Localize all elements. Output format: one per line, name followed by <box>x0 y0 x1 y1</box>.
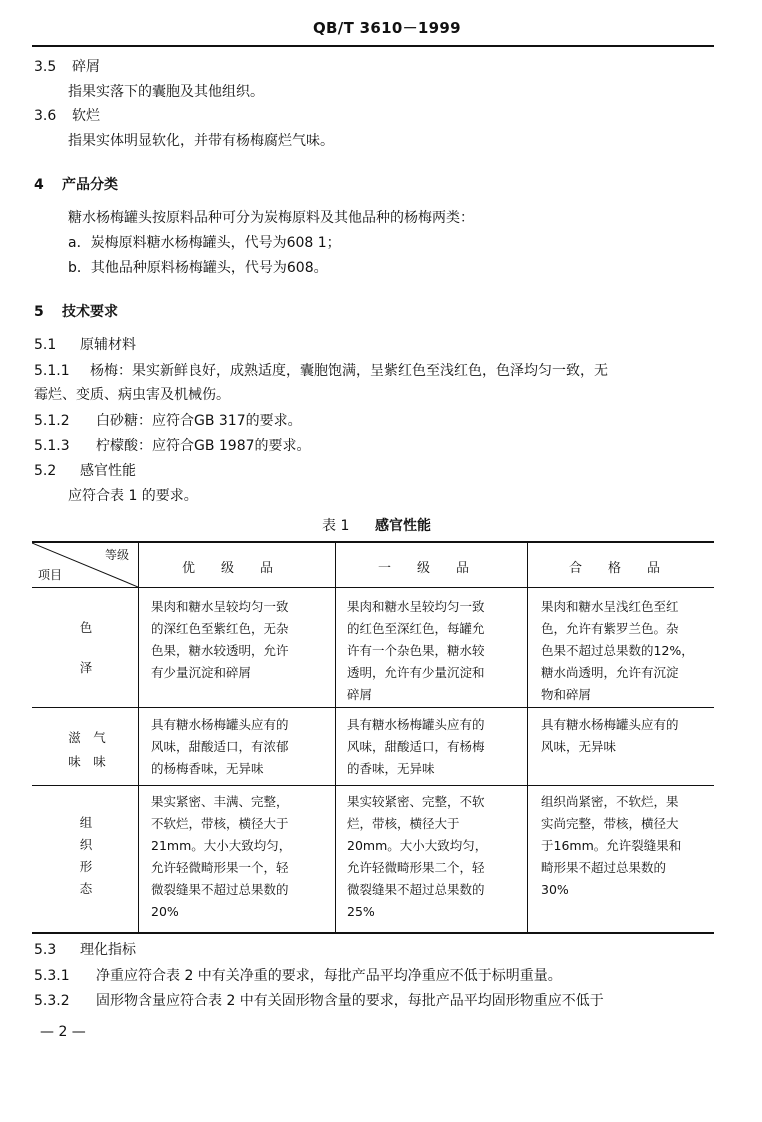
section-4-item-b: b．其他品种原料杨梅罐头，代号为608。 <box>68 260 328 276</box>
table-row-2-excellent: 具有糖水杨梅罐头应有的 风味，甜酸适口，有浓郁 的杨梅香味，无异味 <box>151 717 289 776</box>
table-row-1-first: 果肉和糖水呈较均匀一致 的红色至深红色，每罐允 许有一个杂色果，糖水较 透明，允许有少量沉淀和 碎屑 <box>347 599 485 702</box>
section-5-3-title: 理化指标 <box>80 942 136 958</box>
header-rule <box>32 45 714 47</box>
table-col-divider-1 <box>138 541 139 933</box>
section-5-1-3-number: 5.1.3 <box>34 438 70 454</box>
table-row-3-item: 组 织 形 态 <box>79 815 93 896</box>
table-row-rule-2 <box>32 785 714 786</box>
section-5-3-1-text: 净重应符合表 2 中有关净重的要求，每批产品平均净重应不低于标明重量。 <box>96 968 562 984</box>
section-5-2-number: 5.2 <box>34 463 57 479</box>
section-5-3-2-text: 固形物含量应符合表 2 中有关固形物含量的要求，每批产品平均固形物重应不低于 <box>96 993 604 1009</box>
table-header-first: 一 级 品 <box>378 561 470 576</box>
table-row-3-qualified: 组织尚紧密，不软烂，果 实尚完整，带核，横径大 于16mm。允许裂缝果和 畸形果不超过总果数的 30% <box>541 794 682 897</box>
section-3-6-text: 指果实体明显软化，并带有杨梅腐烂气味。 <box>68 133 334 149</box>
section-4-item-a: a．炭梅原料糖水杨梅罐头，代号为608 1； <box>68 235 341 251</box>
section-5-3-1-number: 5.3.1 <box>34 968 70 984</box>
section-5-1-1-number: 5.1.1 <box>34 363 70 379</box>
section-4-number: 4 <box>34 177 44 193</box>
section-5-1-3-text: 柠檬酸：应符合GB 1987的要求。 <box>96 438 311 454</box>
page-number: — 2 — <box>40 1024 86 1040</box>
section-5-2-title: 感官性能 <box>80 463 136 479</box>
section-3-6-title: 软烂 <box>72 108 100 124</box>
table-corner-grade: 等级 <box>105 548 130 562</box>
section-5-1-number: 5.1 <box>34 337 57 353</box>
table-row-1-excellent: 果肉和糖水呈较均匀一致 的深红色至紫红色，无杂 色果，糖水较透明，允许 有少量沉淀和碎屑 <box>151 599 289 680</box>
section-5-1-2-number: 5.1.2 <box>34 413 70 429</box>
table-header-rule <box>32 587 714 588</box>
table-row-rule-1 <box>32 707 714 708</box>
section-5-number: 5 <box>34 304 44 320</box>
section-5-2-text: 应符合表 1 的要求。 <box>68 488 198 504</box>
section-5-1-1-line2: 霉烂、变质、病虫害及机械伤。 <box>34 387 230 403</box>
table-row-3-excellent: 果实紧密、丰满、完整， 不软烂，带核，横径大于 21mm。大小大致均匀， 允许轻微畸形果一个，轻 微裂缝果不超过总果数的 20% <box>151 794 292 919</box>
table-row-1-item: 色 泽 <box>79 620 93 675</box>
table-caption-number: 表 1 <box>322 518 350 534</box>
section-3-5-text: 指果实落下的囊胞及其他组织。 <box>68 84 264 100</box>
section-3-6-number: 3.6 <box>34 108 57 124</box>
section-5-3-2-number: 5.3.2 <box>34 993 70 1009</box>
table-row-1-qualified: 果肉和糖水呈浅红色至红 色，允许有紫罗兰色。杂 色果不超过总果数的12%， 糖水尚透明，允许有沉淀 物和碎屑 <box>541 599 694 702</box>
table-row-2-qualified: 具有糖水杨梅罐头应有的 风味，无异味 <box>541 717 679 754</box>
section-5-1-1-line1: 杨梅：果实新鲜良好，成熟适度，囊胞饱满，呈紫红色至浅红色，色泽均匀一致，无 <box>90 363 608 379</box>
table-col-divider-3 <box>527 541 528 933</box>
table-row-3-first: 果实较紧密、完整，不软 烂，带核，横径大于 20mm。大小大致均匀， 允许轻微畸形果二个，轻 微裂缝果不超过总果数的 25% <box>347 794 488 919</box>
section-3-5-number: 3.5 <box>34 59 57 75</box>
table-row-2-item: 滋 气 味 味 <box>68 730 106 769</box>
table-col-divider-2 <box>335 541 336 933</box>
table-header-excellent: 优 级 品 <box>182 561 274 576</box>
section-3-5-title: 碎屑 <box>72 59 100 75</box>
table-row-2-first: 具有糖水杨梅罐头应有的 风味，甜酸适口，有杨梅 的香味，无异味 <box>347 717 485 776</box>
section-4-title: 产品分类 <box>62 177 118 193</box>
table-caption-title: 感官性能 <box>375 518 431 534</box>
section-5-1-title: 原辅材料 <box>80 337 136 353</box>
table-corner-item: 项目 <box>38 568 63 582</box>
table-header-qualified: 合 格 品 <box>569 561 661 576</box>
section-5-1-2-text: 白砂糖：应符合GB 317的要求。 <box>96 413 302 429</box>
section-5-3-number: 5.3 <box>34 942 57 958</box>
table-bottom-rule <box>32 932 714 934</box>
section-4-intro: 糖水杨梅罐头按原料品种可分为炭梅原料及其他品种的杨梅两类： <box>68 210 474 226</box>
section-5-title: 技术要求 <box>62 304 118 320</box>
standard-number: QB/T 3610－1999 <box>313 19 461 37</box>
